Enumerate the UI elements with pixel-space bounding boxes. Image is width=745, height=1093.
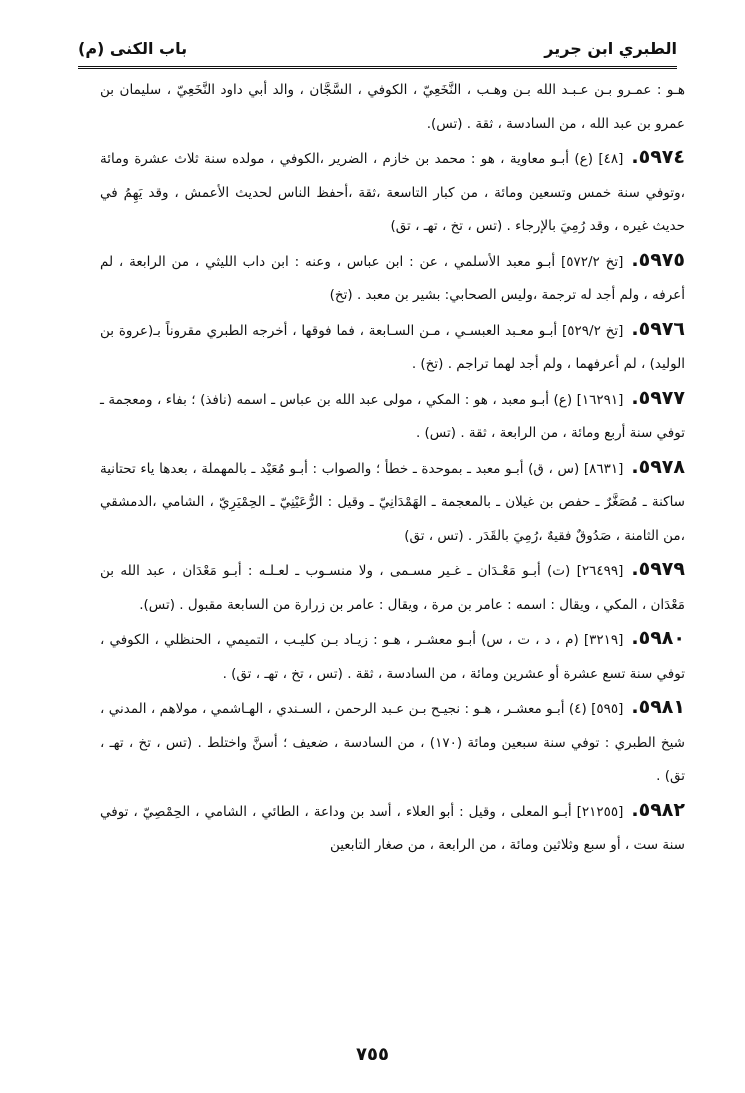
entry-text: [٢٦٤٩٩] (ت) أبـو مَعْـدَان ـ غـير مسـمى ، ولا منسـوب ـ لعـلـه : أبـو مَعْدَان ، عبد الله بن مَعْدَان ، المكي ، ويقال : اسمه : عامر بن مرة ، ويقال : عامر بن زرارة من السابعة مقبول . (تس). — [100, 563, 685, 613]
entry-paragraph — [100, 553, 685, 622]
entry-number: ٥٩٨٠. — [631, 627, 685, 649]
entry-text: [٤٨] (ع) أبـو معاوية ، هو : محمد بن خازم ، الضرير ،الكوفي ، مولده سنة ثلاث عشرة ومائة ،وتوفي سنة خمس وتسعين ومائة ، من كبار التاسعة ،ثقة ،أحفظ الناس لحديث الأعمش ، وقد يَهِمُ في حديث غيره ، وقد رُمِيَ بالإرجاء . (تس ، تخ ، تهـ ، تق) — [100, 151, 685, 234]
entry-text: [٨٦٣١] (س ، ق) أبـو معبد ـ بموحدة ـ خطأ ؛ والصواب : أبـو مُعَيْد ـ بالمهملة ، بعدها ياء تحتانية ساكنة ـ مُصَغَّرٌ ـ حفص بن غيلان ـ بالمعجمة ـ الهَمْدَانِيّ ـ وقيل : الرُّعَيْنِيّ ـ الحِمْيَرِيّ ، الشامي ،الدمشقي ،من الثامنة ، صَدُوقٌ فقيهٌ ،رُمِيَ بالقَدَر . (تس ، تق) — [100, 460, 685, 544]
running-header — [78, 30, 677, 69]
entry-text: هـو : عمـرو بـن عـبـد الله بـن وهـب ، النَّخَعِيّ ، الكوفي ، السَّجَّان ، والد أبي داود النَّخَعِيّ ، سليمان بن عمرو بن عبد الله ، من السادسة ، ثقة . (تس). — [100, 82, 685, 132]
entry-paragraph — [100, 622, 685, 691]
entry-paragraph — [100, 794, 685, 863]
entry-paragraph — [100, 313, 685, 382]
entry-number: ٥٩٧٥. — [631, 248, 685, 271]
entry-paragraph — [100, 382, 685, 451]
entry-text: [٥٩٥] (٤) أبـو معشـر ، هـو : نجيـح بـن عـبد الرحمن ، السـندي ، الهـاشمي ، مولاهم ، المدني ، شيخ الطبري : توفي سنة سبعين ومائة (١٧٠) ، من السادسة ، ضعيف ؛ أسنَّ واختلط . (تس ، تخ ، تهـ ، تق) . — [100, 701, 685, 784]
header-chapter-title: باب الكنى (م) — [78, 38, 188, 58]
entry-text: [١٦٢٩١] (ع) أبـو معبد ، هو : المكي ، مولى عبد الله بن عباس ـ اسمه (نافذ) ؛ بفاء ، ومعجمة ـ توفي سنة أربع ومائة ، من الرابعة ، ثقة . (تس) . — [100, 391, 685, 441]
entry-number: ٥٩٧٤. — [631, 146, 685, 168]
entry-number: ٥٩٧٦. — [631, 317, 686, 340]
entry-text: [٣٢١٩] (م ، د ، ت ، س) أبـو معشـر ، هـو : زيـاد بـن كليـب ، التميمي ، الحنظلي ، الكوفي ، توفي سنة تسع عشرة أو عشرين ومائة ، من السادسة ، ثقة . (تس ، تخ ، تهـ ، تق) . — [100, 632, 685, 682]
entry-number: ٥٩٨١. — [631, 696, 685, 718]
entry-number: ٥٩٧٩. — [631, 558, 685, 580]
entry-text: [٢١٢٥٥] أبـو المعلى ، وقيل : أبو العلاء ، أسد بن وداعة ، الطائي ، الشامي ، الحِمْصِيّ ، توفي سنة ست ، أو سبع وثلاثين ومائة ، من الرابعة ، من صغار التابعين — [100, 803, 685, 853]
entry-text: [تخ ٥٢٩/٢] أبـو معـبد العبسـي ، مـن السـابعة ، فما فوقها ، أخرجه الطبري مقروناً بـ(عروة بن الوليد) ، لم أعرفهما ، ولم أجد لهما تراجم . (تخ) . — [100, 322, 685, 372]
entry-paragraph — [100, 451, 685, 554]
entry-paragraph — [100, 141, 685, 244]
entry-paragraph — [100, 74, 685, 141]
page-number: ٧٥٥ — [356, 1044, 389, 1065]
entry-number: ٥٩٨٢. — [631, 798, 685, 821]
entry-paragraph — [100, 244, 685, 313]
entry-number: ٥٩٧٧. — [631, 386, 685, 409]
entry-text: [تخ ٥٧٢/٢] أبـو معبد الأسلمي ، عن : ابن عباس ، وعنه : ابن داب الليثي ، من الرابعة ، لم أعرفه ، ولم أجد له ترجمة ،وليس الصحابي: بشير بن معبد . (تخ) — [100, 253, 685, 303]
header-book-title: الطبري ابن جرير — [544, 38, 677, 58]
entry-paragraph — [100, 691, 685, 794]
entry-number: ٥٩٧٨. — [631, 455, 685, 478]
page-body — [100, 74, 685, 863]
